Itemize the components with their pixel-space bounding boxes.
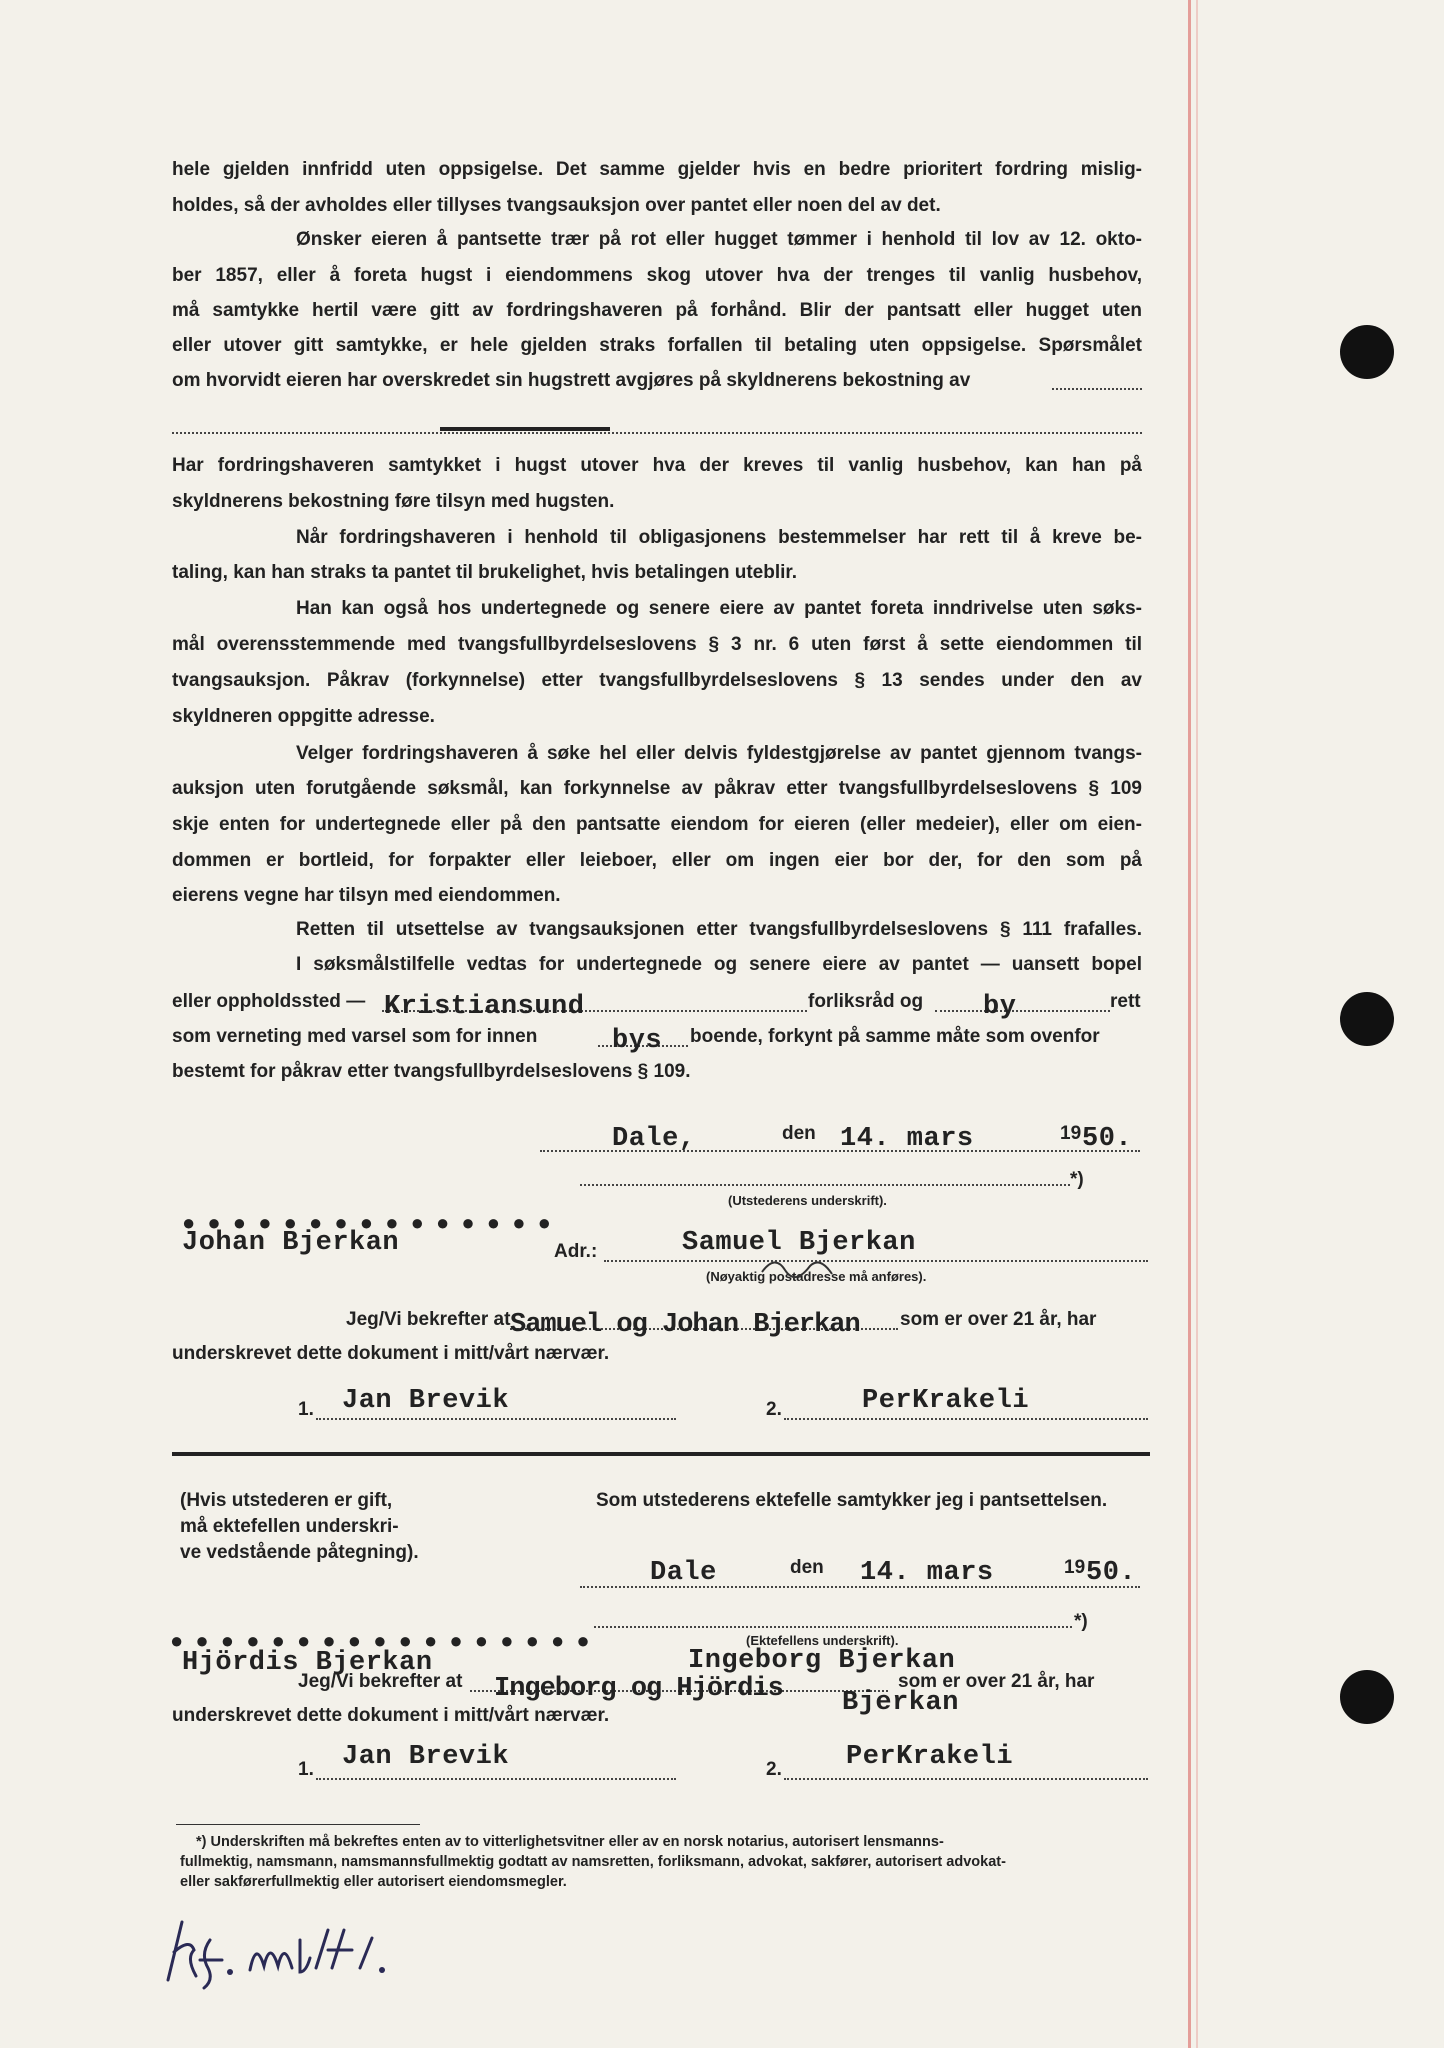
body-line: eller utover gitt samtykke, er hele gjelden straks forfallen til betaling uten oppsigelse. Spørsmålet <box>172 335 1142 356</box>
body-line: auksjon uten forutgående søksmål, kan forkynnelse av påkrav etter tvangsfullbyrdelseslovens § 109 <box>172 778 1142 799</box>
venue-label: eller oppholdssted — <box>172 991 366 1012</box>
signature-line <box>594 1626 1072 1628</box>
confirm-label: som er over 21 år, har <box>900 1309 1097 1330</box>
spouse-signed-name: Ingeborg Bjerkan <box>688 1646 956 1676</box>
spouse-confirm-names-2: Bjerkan <box>842 1688 959 1718</box>
body-line: I søksmålstilfelle vedtas for undertegnede og senere eiere av pantet — uansett bopel <box>296 954 1142 975</box>
witness-number: 1. <box>298 1399 314 1420</box>
witness-line <box>784 1778 1148 1780</box>
footnote-rule <box>176 1824 420 1825</box>
adr-value: Samuel Bjerkan <box>682 1228 916 1258</box>
spouse-note: (Hvis utstederen er gift, <box>180 1490 393 1511</box>
signature-label: (Ektefellens underskrift). <box>746 1633 899 1648</box>
body-line: Retten til utsettelse av tvangsauksjonen etter tvangsfullbyrdelseslovens § 111 frafalles. <box>296 919 1142 940</box>
footnote-line: fullmektig, namsmann, namsmannsfullmektig godtatt av namsretten, forliksmann, advokat, sakfører, autorisert advokat- <box>180 1854 1006 1870</box>
witness-line <box>316 1418 676 1420</box>
body-line: Han kan også hos undertegnede og senere eiere av pantet foreta inndrivelse uten søks- <box>296 598 1142 619</box>
spouse-note: ve vedstående påtegning). <box>180 1542 419 1563</box>
witness-line <box>316 1778 676 1780</box>
body-line: skje enten for undertegnede eller på den pantsatte eiendom for eieren (eller medeier), eller om eien- <box>172 814 1142 835</box>
body-line: taling, kan han straks ta pantet til brukelighet, hvis betalingen uteblir. <box>172 562 798 583</box>
signature-close: *) <box>1074 1611 1088 1632</box>
dotted-marker: ● ● ● ● ● ● ● ● ● ● ● ● ● ● ● <box>182 1210 554 1235</box>
venue-court-value: by <box>983 992 1017 1022</box>
signature-close: *) <box>1070 1169 1084 1190</box>
dotted-marker: ● ● ● ● ● ● ● ● ● ● ● ● ● ● ● ● ● <box>170 1628 593 1653</box>
body-line: mål overensstemmende med tvangsfullbyrdelseslovens § 3 nr. 6 uten først å sette eiendommen til <box>172 634 1142 655</box>
section-divider <box>172 1452 1150 1456</box>
confirm-names: Samuel og Johan Bjerkan <box>510 1310 860 1340</box>
year-prefix: 19 <box>1064 1557 1086 1578</box>
body-line: Ønsker eieren å pantsette trær på rot eller hugget tømmer i henhold til lov av 12. okto- <box>296 229 1142 250</box>
witness-2-name: PerKrakeli <box>846 1742 1014 1772</box>
punch-hole-icon <box>1340 325 1394 379</box>
body-line: ber 1857, eller å foreta hugst i eiendommens skog utover hva der trenges til vanlig husbehov, <box>172 265 1142 286</box>
margin-line-secondary <box>1196 0 1198 2048</box>
year-prefix: 19 <box>1060 1123 1082 1144</box>
witness-2-name: PerKrakeli <box>862 1386 1030 1416</box>
issuer-date: 14. mars <box>840 1124 974 1154</box>
body-line: dommen er bortleid, for forpakter eller leieboer, eller om ingen eier bor der, for den som på <box>172 850 1142 871</box>
venue-place-value: Kristiansund <box>384 992 585 1022</box>
address-line <box>604 1260 1148 1262</box>
adr-note: (Nøyaktig postadresse må anføres). <box>706 1269 927 1284</box>
body-line: Når fordringshaveren i henhold til obligasjonens bestemmelser har rett til å kreve be- <box>296 527 1142 548</box>
date-prefix: den <box>790 1557 824 1578</box>
adr-label: Adr.: <box>554 1241 598 1262</box>
issuer-typed-name: Johan Bjerkan <box>182 1228 400 1258</box>
date-prefix: den <box>782 1123 816 1144</box>
issuer-year: 50. <box>1082 1124 1133 1154</box>
confirm-line: underskrevet dette dokument i mitt/vårt nærvær. <box>172 1705 610 1726</box>
witness-line <box>784 1418 1148 1420</box>
witness-number: 1. <box>298 1759 314 1780</box>
handwritten-mark <box>760 1252 840 1282</box>
venue-label: forliksråd og <box>808 991 924 1012</box>
fill-line <box>935 1010 1110 1012</box>
margin-line <box>1188 0 1191 2048</box>
issuer-place: Dale, <box>612 1124 696 1154</box>
venue-label: som verneting med varsel som for innen <box>172 1026 538 1047</box>
body-line: om hvorvidt eieren har overskredet sin hugstrett avgjøres på skyldnerens bekostning av <box>172 370 971 391</box>
body-line: må samtykke hertil være gitt av fordringshaveren på forhånd. Blir der pantsatt eller hugget uten <box>172 300 1142 321</box>
confirm-label: som er over 21 år, har <box>898 1671 1095 1692</box>
punch-hole-icon <box>1340 992 1394 1046</box>
venue-label: boende, forkynt på samme måte som ovenfor <box>690 1026 1100 1047</box>
body-line: Har fordringshaveren samtykket i hugst utover hva der kreves til vanlig husbehov, kan han på <box>172 455 1142 476</box>
strike-mark <box>440 427 610 431</box>
fill-line <box>172 432 1142 434</box>
body-line: bestemt for påkrav etter tvangsfullbyrdelseslovens § 109. <box>172 1061 691 1082</box>
body-line: eierens vegne har tilsyn med eiendommen. <box>172 885 561 906</box>
punch-hole-icon <box>1340 1670 1394 1724</box>
venue-city-value: bys <box>612 1026 663 1056</box>
spouse-consent: Som utstederens ektefelle samtykker jeg i pantsettelsen. <box>596 1490 1108 1511</box>
footnote-line: *) Underskriften må bekreftes enten av to vitterlighetsvitner eller av en norsk notarius, autorisert lensmanns- <box>196 1834 944 1850</box>
spouse-confirm-names: Ingeborg og Hjördis <box>494 1674 783 1704</box>
body-line: Velger fordringshaveren å søke hel eller delvis fyldestgjørelse av pantet gjennom tvangs- <box>296 743 1142 764</box>
body-line: holdes, så der avholdes eller tillyses tvangsauksjon over pantet eller noen del av det. <box>172 195 941 216</box>
body-line: skyldnerens bekostning føre tilsyn med hugsten. <box>172 491 615 512</box>
spouse-date: 14. mars <box>860 1558 994 1588</box>
spouse-year: 50. <box>1086 1558 1137 1588</box>
witness-1-name: Jan Brevik <box>342 1386 510 1416</box>
witness-number: 2. <box>766 1399 782 1420</box>
confirm-line: underskrevet dette dokument i mitt/vårt nærvær. <box>172 1343 610 1364</box>
fill-line <box>1052 388 1142 390</box>
signature-line <box>580 1184 1070 1186</box>
spouse-place: Dale <box>650 1558 717 1588</box>
spouse-note: må ektefellen underskri- <box>180 1516 399 1537</box>
confirm-label: Jeg/Vi bekrefter at <box>298 1671 463 1692</box>
body-line: tvangsauksjon. Påkrav (forkynnelse) etter tvangsfullbyrdelseslovens § 13 sendes under den av <box>172 670 1142 691</box>
witness-number: 2. <box>766 1759 782 1780</box>
body-line: skyldneren oppgitte adresse. <box>172 706 435 727</box>
witness-1-name: Jan Brevik <box>342 1742 510 1772</box>
signature-label: (Utstederens underskrift). <box>728 1193 887 1208</box>
confirm-label: Jeg/Vi bekrefter at <box>346 1309 511 1330</box>
handwritten-annotation <box>160 1910 460 1990</box>
footnote-line: eller sakførerfullmektig eller autorisert eiendomsmegler. <box>180 1874 567 1890</box>
spouse-typed-name: Hjördis Bjerkan <box>182 1648 433 1678</box>
body-line: hele gjelden innfridd uten oppsigelse. Det samme gjelder hvis en bedre prioritert fordring mislig- <box>172 159 1142 180</box>
venue-label: rett <box>1110 991 1141 1012</box>
